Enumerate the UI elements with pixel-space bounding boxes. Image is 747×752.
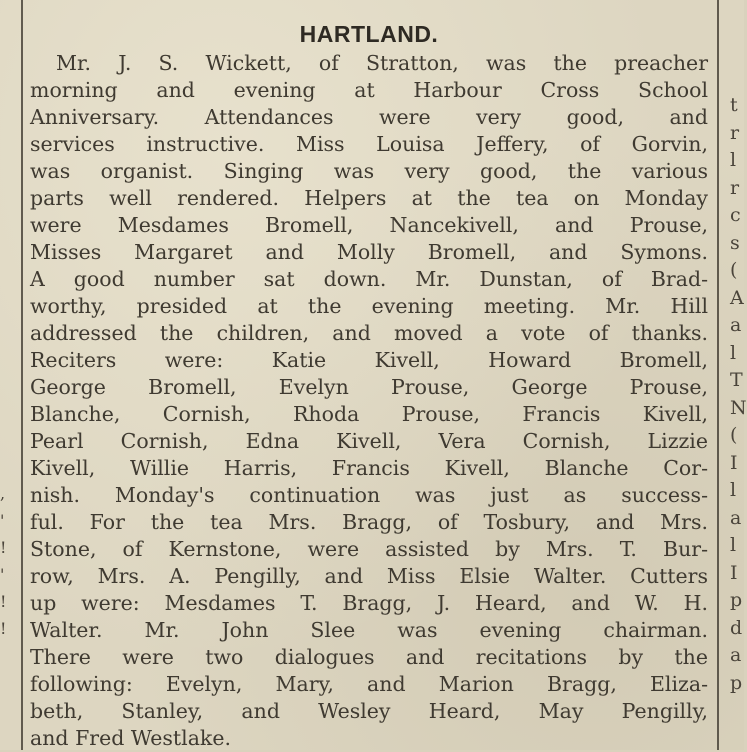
fragment: a: [730, 506, 742, 529]
article-line: There were two dialogues and recitations by the: [30, 645, 708, 669]
adjacent-column-left: [0, 480, 16, 642]
fragment: ': [0, 565, 5, 584]
fragment: I: [730, 451, 738, 474]
article-line: A good number sat down. Mr. Dunstan, of Brad-: [30, 267, 708, 291]
fragment: p: [730, 589, 743, 611]
fragment: A: [730, 286, 744, 309]
article-line: Anniversary. Attendances were very good, and: [30, 105, 708, 129]
fragment: ': [0, 511, 5, 530]
article-line: Reciters were: Katie Kivell, Howard Bromell,: [30, 348, 708, 372]
fragment: T: [730, 369, 743, 391]
article-line: following: Evelyn, Mary, and Marion Bragg, Eliza-: [30, 672, 708, 696]
article-line: beth, Stanley, and Wesley Heard, May Pengilly,: [30, 699, 708, 723]
article-line: nish. Monday's continuation was just as success-: [30, 483, 708, 507]
article-line: Pearl Cornish, Edna Kivell, Vera Cornish, Lizzie: [30, 429, 708, 453]
fragment: (: [730, 424, 738, 446]
fragment: l: [730, 341, 737, 364]
article-line: Walter. Mr. John Slee was evening chairman.: [30, 618, 708, 642]
fragment: d: [730, 616, 743, 639]
article-line: worthy, presided at the evening meeting. Mr. Hill: [30, 294, 708, 318]
fragment: l: [730, 149, 737, 171]
fragment: r: [730, 121, 740, 144]
fragment: N: [730, 396, 747, 419]
column-rule-left: [21, 0, 23, 750]
article-line: Misses Margaret and Molly Bromell, and Symons.: [30, 240, 708, 264]
fragment: (: [730, 259, 738, 281]
article-line: Stone, of Kernstone, were assisted by Mrs. T. Bur-: [30, 537, 708, 561]
article-line: services instructive. Miss Louisa Jeffery, of Gorvin,: [30, 132, 708, 156]
article-line: Mr. J. S. Wickett, of Stratton, was the preacher: [56, 51, 708, 75]
article-line: addressed the children, and moved a vote of thanks.: [30, 321, 708, 345]
fragment: s: [730, 231, 740, 254]
article-headline: HARTLAND.: [299, 21, 439, 47]
article-line: was organist. Singing was very good, the various: [30, 159, 708, 183]
fragment: !: [0, 592, 7, 611]
article-line: morning and evening at Harbour Cross School: [30, 78, 708, 102]
fragment: l: [730, 479, 737, 501]
article-line: were Mesdames Bromell, Nancekivell, and Prouse,: [30, 213, 708, 237]
fragment: !: [0, 619, 7, 638]
fragment: ,: [0, 484, 6, 503]
article-line: row, Mrs. A. Pengilly, and Miss Elsie Walter. Cutters: [30, 564, 708, 588]
fragment: a: [730, 314, 742, 336]
article-body: [30, 50, 708, 752]
fragment: t: [730, 94, 738, 116]
news-article: [30, 20, 708, 752]
fragment: !: [0, 538, 7, 557]
adjacent-column-right: [730, 92, 747, 697]
fragment: c: [730, 204, 741, 226]
article-line: and Fred Westlake.: [30, 726, 231, 750]
fragment: a: [730, 644, 742, 666]
article-line: Blanche, Cornish, Rhoda Prouse, Francis Kivell,: [30, 402, 708, 426]
article-line: George Bromell, Evelyn Prouse, George Prouse,: [30, 375, 708, 399]
article-line: up were: Mesdames T. Bragg, J. Heard, and W. H.: [30, 591, 708, 615]
fragment: p: [730, 671, 743, 694]
fragment: l: [730, 534, 737, 556]
article-line: ful. For the tea Mrs. Bragg, of Tosbury, and Mrs.: [30, 510, 708, 534]
article-line: Kivell, Willie Harris, Francis Kivell, Blanche Cor-: [30, 456, 708, 480]
fragment: r: [730, 176, 740, 199]
fragment: I: [730, 561, 738, 584]
column-rule-right: [717, 0, 719, 750]
article-line: parts well rendered. Helpers at the tea on Monday: [30, 186, 708, 210]
